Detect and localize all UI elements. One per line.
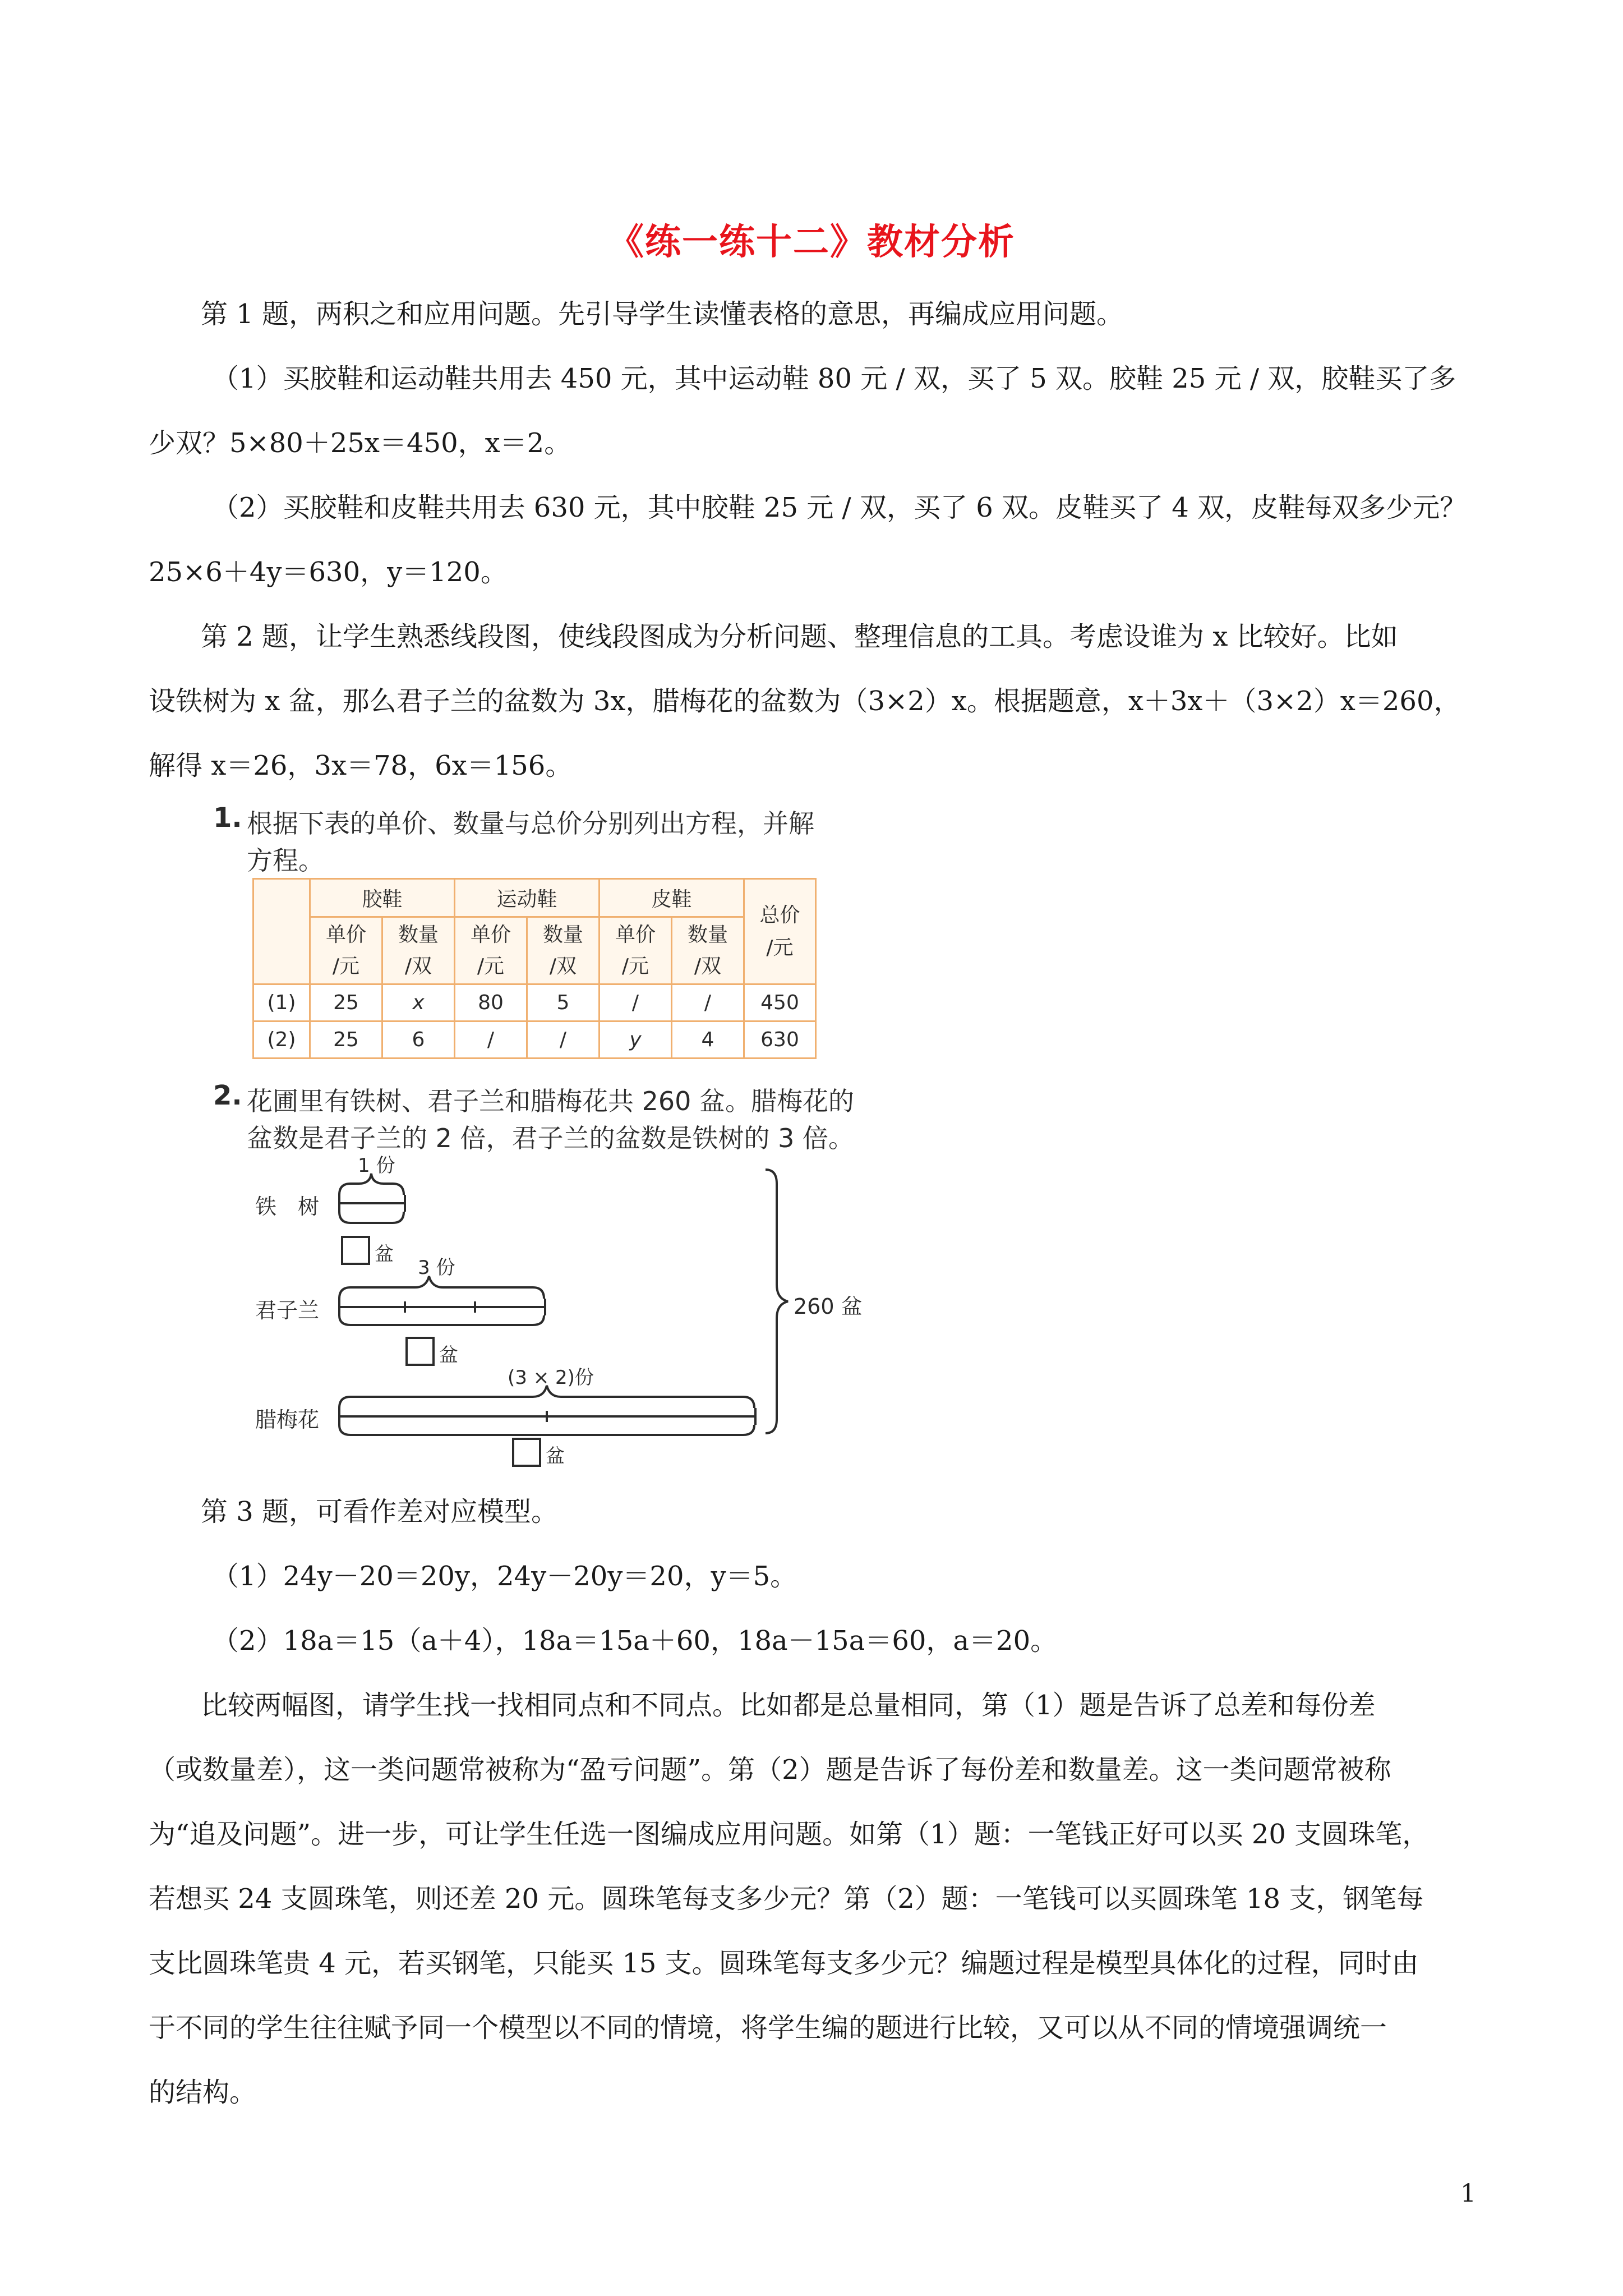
paragraph-q1-part2-line2: 25×6＋4y＝630，y＝120。: [149, 556, 508, 588]
paragraph-q3-intro: 第 3 题，可看作差对应模型。: [201, 1496, 559, 1527]
paragraph-compare-line2: （或数量差），这一类问题常被称为“盈亏问题”。第（2）题是告诉了每份差和数量差。这一类问题常被称: [149, 1754, 1391, 1786]
price-quantity-table: [252, 878, 817, 1059]
brace-1-label: 1 份: [358, 1154, 395, 1177]
paragraph-q3-part2: （2）18a＝15（a＋4），18a＝15a＋60，18a－15a＝60，a＝20。: [212, 1625, 1058, 1657]
paragraph-q3-part1: （1）24y－20＝20y，24y－20y＝20，y＝5。: [212, 1561, 797, 1592]
paragraph-q2-line3: 解得 x＝26，3x＝78，6x＝156。: [149, 750, 573, 781]
question-2-line2: 盆数是君子兰的 2 倍，君子兰的盆数是铁树的 3 倍。: [247, 1123, 855, 1153]
answer-box-junzilan: [407, 1338, 434, 1365]
paragraph-q2-line2: 设铁树为 x 盆，那么君子兰的盆数为 3x，腊梅花的盆数为（3×2）x。根据题意，x＋3x＋（3×2）x＝260，: [149, 685, 1461, 717]
table-cell: (1): [253, 984, 310, 1022]
total-label: 260 盆: [794, 1294, 863, 1319]
brace-2: [339, 1276, 544, 1299]
brace-tiesu-bottom: [339, 1212, 404, 1223]
question-1-line2: 方程。: [247, 845, 324, 876]
answer-box-tiesu: [342, 1237, 369, 1264]
sub-header-line1: 单价: [615, 923, 656, 946]
paragraph-compare-line4: 若想买 24 支圆珠笔，则还差 20 元。圆珠笔每支多少元？第（2）题：一笔钱可以买圆珠笔 18 支，钢笔每: [149, 1883, 1424, 1915]
table-cell: 6: [382, 1022, 455, 1059]
paragraph-q1-part1-line1: （1）买胶鞋和运动鞋共用去 450 元，其中运动鞋 80 元 / 双，买了 5 双。胶鞋 25 元 / 双，胶鞋买了多: [212, 363, 1456, 394]
table-sub-header: [310, 917, 382, 984]
sub-header-line1: 数量: [687, 923, 728, 946]
sub-header-line2: /双: [404, 954, 432, 978]
brace-3: [339, 1386, 754, 1408]
question-2-line1: 花圃里有铁树、君子兰和腊梅花共 260 盆。腊梅花的: [247, 1086, 855, 1116]
table-cell: 630: [744, 1022, 816, 1059]
sub-header-line2: /双: [549, 954, 577, 978]
paragraph-compare-line5: 支比圆珠笔贵 4 元，若买钢笔，只能买 15 支。圆珠笔每支多少元？编题过程是模型具体化的过程，同时由: [149, 1948, 1419, 1979]
table-row: [253, 984, 816, 1022]
sub-header-line2: /元: [621, 954, 649, 978]
table-sub-header: [382, 917, 455, 984]
table-cell: /: [600, 984, 672, 1022]
sub-header-line2: /元: [477, 954, 505, 978]
brace-lameihua-bottom: [339, 1425, 754, 1435]
table-sub-header: [672, 917, 744, 984]
sub-header-line2: /元: [332, 954, 360, 978]
sub-header-line1: 单价: [325, 923, 366, 946]
table-group-header: 运动鞋: [455, 879, 600, 917]
table-sub-header: [527, 917, 600, 984]
paragraph-q1-part1-line2: 少双？5×80＋25x＝450，x＝2。: [149, 427, 571, 459]
answer-box-lameihua: [513, 1439, 540, 1466]
total-brace: [766, 1170, 788, 1433]
table-total-header: [744, 879, 816, 984]
table-cell: 450: [744, 984, 816, 1022]
table-cell: y: [600, 1022, 672, 1059]
brace-3-label: (3 × 2)份: [508, 1366, 594, 1389]
table-cell: 25: [310, 984, 382, 1022]
paragraph-compare-line1: 比较两幅图，请学生找一找相同点和不同点。比如都是总量相同，第（1）题是告诉了总差和每份差: [201, 1690, 1376, 1721]
brace-junzilan-bottom: [339, 1315, 544, 1325]
paragraph-compare-line6: 于不同的学生往往赋予同一个模型以不同的情境，将学生编的题进行比较，又可以从不同的情境强调统一: [149, 2012, 1387, 2044]
paragraph-q1-part2-line1: （2）买胶鞋和皮鞋共用去 630 元，其中胶鞋 25 元 / 双，买了 6 双。皮鞋买了 4 双，皮鞋每双多少元？: [212, 492, 1467, 523]
sub-header-line1: 单价: [470, 923, 511, 946]
question-1-number: 1.: [213, 802, 242, 834]
table-cell: x: [382, 984, 455, 1022]
document-title: 《练一练十二》教材分析: [608, 222, 1015, 263]
label-lameihua: 腊梅花: [255, 1407, 320, 1432]
table-cell: 4: [672, 1022, 744, 1059]
sub-header-line1: 数量: [542, 923, 583, 946]
paragraph-compare-line7: 的结构。: [149, 2077, 257, 2108]
paragraph-q1-intro: 第 1 题，两积之和应用问题。先引导学生读懂表格的意思，再编成应用问题。: [201, 298, 1124, 330]
table-cell: /: [672, 984, 744, 1022]
label-tiesu: 铁 树: [255, 1194, 320, 1219]
page-number: 1: [1460, 2179, 1476, 2208]
total-header-line1: 总价: [759, 903, 800, 927]
table-cell: /: [527, 1022, 600, 1059]
paragraph-q2-line1: 第 2 题，让学生熟悉线段图，使线段图成为分析问题、整理信息的工具。考虑设谁为 x 比较好。比如: [201, 621, 1398, 652]
unit-pen-1: 盆: [375, 1243, 394, 1266]
table-corner-cell: [253, 879, 310, 984]
table-cell: /: [455, 1022, 527, 1059]
unit-pen-2: 盆: [439, 1344, 458, 1366]
table-cell: 25: [310, 1022, 382, 1059]
table-cell: (2): [253, 1022, 310, 1059]
table-sub-header: [600, 917, 672, 984]
table-row: [253, 1022, 816, 1059]
table-group-header: 胶鞋: [310, 879, 455, 917]
brace-2-label: 3 份: [418, 1257, 455, 1279]
question-2-number: 2.: [213, 1080, 242, 1111]
sub-header-line2: /双: [694, 954, 722, 978]
brace-1: [339, 1174, 404, 1195]
question-1-line1: 根据下表的单价、数量与总价分别列出方程，并解: [247, 808, 814, 839]
table-cell: 80: [455, 984, 527, 1022]
paragraph-compare-line3: 为“追及问题”。进一步，可让学生任选一图编成应用问题。如第（1）题：一笔钱正好可以买 20 支圆珠笔，: [149, 1819, 1430, 1850]
total-header-line2: /元: [766, 936, 794, 959]
table-cell: 5: [527, 984, 600, 1022]
table-group-header: 皮鞋: [600, 879, 744, 917]
unit-pen-3: 盆: [546, 1445, 565, 1467]
sub-header-line1: 数量: [398, 923, 439, 946]
table-sub-header: [455, 917, 527, 984]
label-junzilan: 君子兰: [255, 1298, 320, 1323]
